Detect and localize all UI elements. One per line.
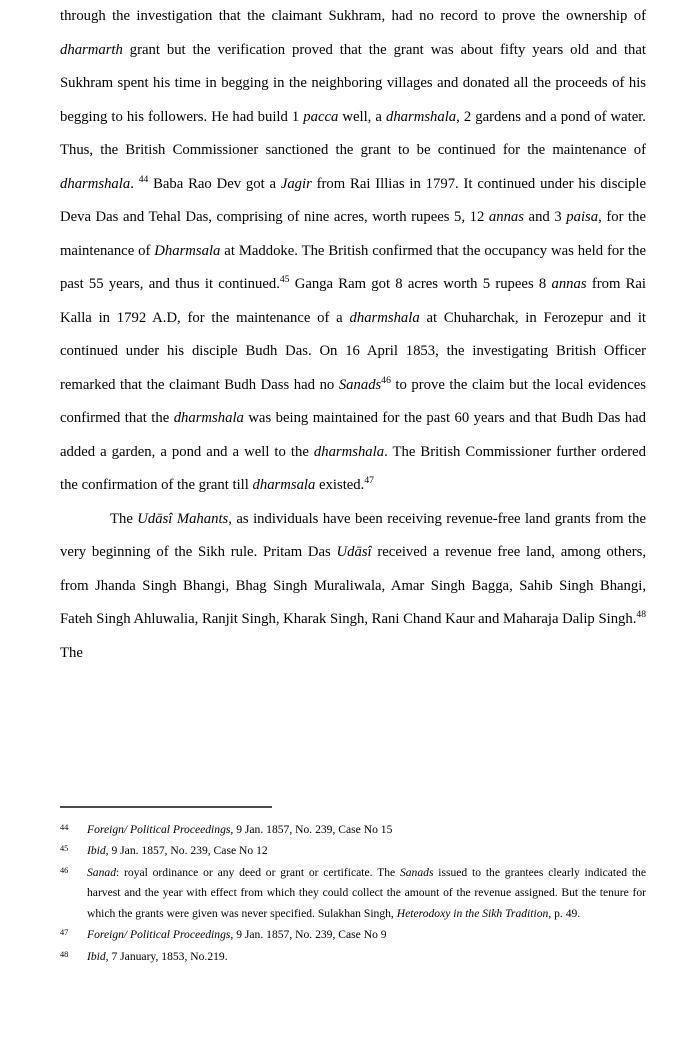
footnote-number-48[interactable]: 48 [60,949,69,959]
footnote-text [87,820,646,841]
italic-term: pacca [303,108,339,125]
text-run: from Rai Kalla in 1792 A.D, for the maintenance of a [60,276,646,326]
text-run: : royal ordinance or any deed or grant or certificate. The [115,865,400,879]
italic-term: Udāsî [336,544,372,560]
italic-term: Foreign/ Political Proceedings, [87,823,234,836]
italic-term: dharmshala [173,410,244,426]
text-run: Ganga Ram got 8 acres worth 5 rupees 8 [289,276,552,292]
text-run: issued to the grantees clearly indicated the harvest and the year with effect from which they could collect the amount of the revenue assigned. But the tenure for which the grants were given was never specified. Sulakhan Singh, [87,865,646,921]
italic-term: dharmshala [349,309,420,326]
italic-term: Jagir [280,175,312,192]
text-run: and 3 [523,209,567,225]
text-run: 7 January, 1853, No.219. [108,949,228,963]
italic-term: dharmshala [385,108,457,125]
italic-term: Heterodoxy in the Sikh Tradition, [396,907,552,921]
italic-term: annas [551,276,587,292]
footnote-text [87,841,646,862]
italic-term: Ibid, [87,949,109,963]
text-run: , as individuals have been receiving revenue-free land grants from the very beginning of the Sikh rule. Pritam Das [60,510,647,560]
text-run: 9 Jan. 1857, No. 239, Case No 15 [233,823,393,836]
italic-term: dharmsala [252,477,316,493]
footnote-item [60,925,646,946]
body-paragraph [60,503,646,671]
italic-term: paisa [566,209,599,225]
italic-term: annas [488,209,524,225]
footnote-number-44[interactable]: 44 [60,823,69,832]
footnote-number-47[interactable]: 47 [60,928,69,938]
body-paragraph [60,0,646,503]
text-run: The [60,644,83,661]
footnote-text [87,925,646,946]
italic-term: dharmarth [60,41,123,58]
text-run: was being maintained for the past 60 years and that Budh Das had added a garden, a pond and a well to the [60,410,646,460]
footnote-section [60,806,646,968]
footnote-item [60,947,646,968]
text-run: p. 49. [551,907,581,921]
footnote-number-46[interactable]: 46 [60,865,69,875]
text-run: Baba Rao Dev got a [148,175,281,192]
italic-term: Sanad [87,865,116,879]
footnote-separator-rule [60,806,272,808]
footnote-reference-48[interactable]: 48 [636,609,646,620]
text-run: received a revenue free land, among others, from Jhanda Singh Bhangi, Bhag Singh Muraliwala, Amar Singh Bagga, Sahib Singh Bhangi, Fateh Singh Ahluwalia, Ranjit Singh, Kharak Singh, Rani Chand Kaur and Maharaja Dalip Singh. [60,544,647,627]
footnote-item [60,820,646,841]
text-run: to prove the claim but the local evidences confirmed that the [60,376,647,426]
italic-term: Udāsî Mahants [137,510,229,527]
italic-term: dharmshala [60,175,131,192]
body-text-block [60,0,646,670]
italic-term: Dharmsala [154,242,221,259]
footnote-item [60,841,646,862]
footnote-reference-45[interactable]: 45 [279,274,290,285]
footnote-reference-44[interactable]: 44 [138,173,149,185]
text-run: 9 Jan. 1857, No. 239, Case No 9 [233,928,387,942]
text-run: at Maddoke. The British confirmed that the occupancy was held for the past 55 years, and thus it continued. [60,242,646,292]
italic-term: dharmshala [313,443,385,460]
italic-term: Sanads [338,376,382,393]
italic-term: Ibid, [87,844,109,858]
text-run: grant but the verification proved that the grant was about fifty years old and that Sukhram spent his time in begging in the neighboring villages and donated all the proceeds of his begging to his followers. He had build 1 [60,41,646,125]
text-run: . The British Commissioner further ordered the confirmation of the grant till [60,443,646,493]
text-run: existed. [315,477,365,493]
text-run: 9 Jan. 1857, No. 239, Case No 12 [108,844,268,858]
text-run: , for the maintenance of [60,209,646,259]
text-run: from Rai Illias in 1797. It continued under his disciple Deva Das and Tehal Das, comprising of nine acres, worth rupees 5, 12 [60,175,646,225]
footnote-item [60,863,646,925]
text-run: through the investigation that the claimant Sukhram, had no record to prove the ownership of [60,8,646,24]
text-run: , 2 gardens and a pond of water. Thus, the British Commissioner sanctioned the grant to be continued for the maintenance of [60,108,646,158]
footnote-text [87,863,646,925]
text-run: The [110,510,138,527]
italic-term: Foreign/ Political Proceedings, [87,928,234,942]
text-run: at Chuharchak, in Ferozepur and it continued under his disciple Budh Das. On 16 April 1853, the investigating British Officer remarked that the claimant Budh Dass had no [60,309,646,393]
footnote-reference-47[interactable]: 47 [364,475,374,486]
footnote-number-45[interactable]: 45 [60,844,69,854]
footnote-text [87,947,646,968]
footnote-list [60,820,646,968]
footnote-reference-46[interactable]: 46 [381,374,391,386]
italic-term: Sanads [399,865,434,879]
text-run: well, a [338,108,386,125]
text-run: . [130,175,139,192]
